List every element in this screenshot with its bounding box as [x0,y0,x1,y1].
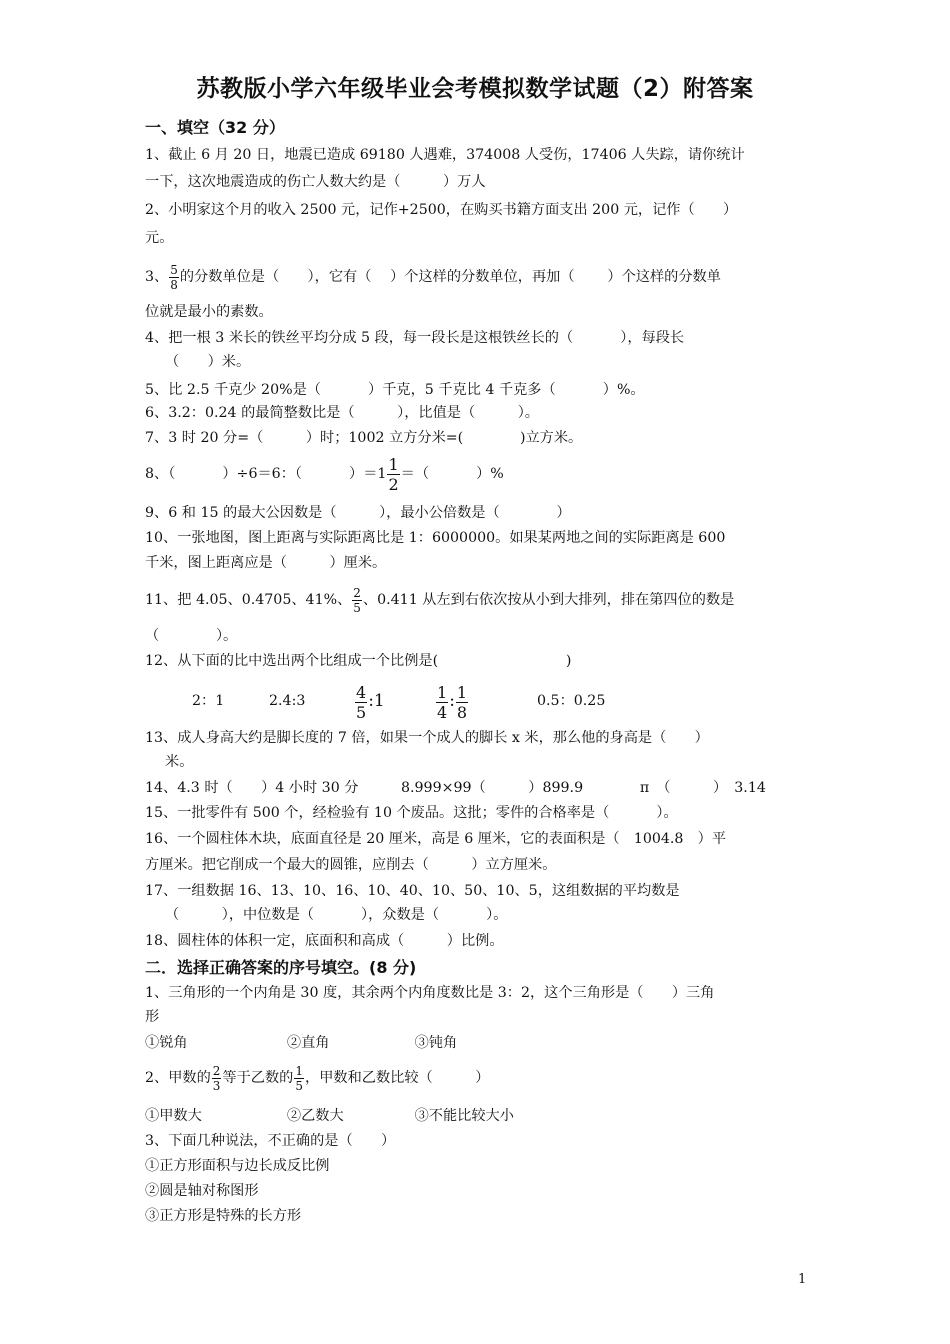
choice-3: 3、下面几种说法，不正确的是（ ） [145,1133,396,1149]
fraction-denominator: 5 [353,600,361,615]
choice-2-suffix: ，甲数和乙数比较（ ） [305,1070,490,1086]
question-12: 12、从下面的比中选出两个比组成一个比例是( ) [145,653,572,669]
question-15: 15、一批零件有 500 个，经检验有 10 个废品。这批；零件的合格率是（ ）。 [145,805,678,821]
question-13-line-2: 米。 [165,754,194,770]
fraction-1-4 [436,683,448,722]
section-heading-fill-blanks: 一、填空（32 分） [145,118,285,137]
ratio-option-1: 2：1 [192,693,225,709]
ratio-option-3-suffix: :1 [368,691,385,711]
question-5: 5、比 2.5 千克少 20%是（ ）千克，5 千克比 4 千克多（ ）%。 [145,382,645,398]
fraction-denominator: 2 [388,474,399,494]
question-8 [145,452,815,496]
question-3-text: 的分数单位是（ ），它有（ ）个这样的分数单位，再加（ ）个这样的分数单 [179,269,721,285]
choice-2 [145,1058,815,1098]
question-3-line-2: 位就是最小的素数。 [145,304,273,320]
choice-2-prefix: 2、甲数的 [145,1070,211,1086]
question-3-prefix: 3、 [145,269,169,285]
fraction-4-5 [355,683,367,722]
question-11-text: 、0.411 从左到右依次按从小到大排列，排在第四位的数是 [362,592,735,608]
question-9: 9、6 和 15 的最大公因数是（ ），最小公倍数是（ ） [145,505,571,521]
section-heading-multiple-choice: 二．选择正确答案的序号填空。(8 分) [145,958,417,977]
choice-1-line-2: 形 [145,1009,160,1025]
question-17-line-2: （ ），中位数是（ ），众数是（ ）。 [165,907,508,923]
question-1-line-1: 1、截止 6 月 20 日，地震已造成 69180 人遇难，374008 人受伤，17406 人失踪，请你统计 [145,147,745,163]
fraction-1-2 [387,455,399,494]
question-18: 18、圆柱体的体积一定，底面积和高成（ ）比例。 [145,933,504,949]
question-12-options [192,678,642,724]
fraction-2-3 [212,1064,222,1093]
fraction-numerator: 1 [437,682,448,702]
question-13-line-1: 13、成人身高大约是脚长度的 7 倍，如果一个成人的脚长 x 米，那么他的身高是（ ） [145,730,709,746]
fraction-numerator: 2 [353,585,361,600]
choice-3-option-1: ①正方形面积与边长成反比例 [145,1158,330,1174]
fraction-numerator: 2 [212,1063,221,1078]
choice-1-options: ①锐角 ②直角 ③钝角 [145,1035,458,1051]
question-4-line-1: 4、把一根 3 米长的铁丝平均分成 5 段，每一段长是这根铁丝长的（ ），每段长 [145,330,685,346]
question-2-line-1: 2、小明家这个月的收入 2500 元，记作+2500，在购买书籍方面支出 200 元，记作（ ） [145,202,738,218]
question-3-line-1 [145,262,815,292]
fraction-5-8 [169,263,179,292]
choice-2-middle: 等于乙数的 [222,1070,294,1086]
fraction-numerator: 1 [295,1063,304,1078]
question-11-line-2: （ ）。 [145,628,238,644]
question-16-line-2: 方厘米。把它削成一个最大的圆锥，应削去（ ）立方厘米。 [145,857,557,873]
question-11-prefix: 11、把 4.05、0.4705、41%、 [145,592,352,608]
fraction-numerator: 1 [388,454,399,474]
choice-2-options: ①甲数大 ②乙数大 ③不能比较大小 [145,1108,514,1124]
question-10-line-1: 10、一张地图，图上距离与实际距离比是 1：6000000。如果某两地之间的实际距离是 600 [145,530,726,546]
ratio-option-3 [354,678,385,725]
page-title: 苏教版小学六年级毕业会考模拟数学试题（2）附答案 [196,76,754,102]
question-11-line-1 [145,580,815,620]
question-10-line-2: 千米，图上距离应是（ ）厘米。 [145,555,387,571]
ratio-option-5: 0.5：0.25 [537,693,606,709]
question-16-line-1: 16、一个圆柱体木块，底面直径是 20 厘米，高是 6 厘米，它的表面积是（ 1004.8 ）平 [145,831,727,847]
question-7: 7、3 时 20 分=（ ）时；1002 立方分米=( )立方米。 [145,430,583,446]
fraction-numerator: 5 [170,262,178,277]
fraction-denominator: 8 [170,277,178,292]
question-1-line-2: 一下，这次地震造成的伤亡人数大约是（ ）万人 [145,174,486,190]
fraction-numerator: 4 [356,682,367,702]
choice-3-option-3: ③正方形是特殊的长方形 [145,1208,302,1224]
question-8-prefix: 8、（ ）÷6＝6：（ ）＝1 [145,466,387,482]
fraction-denominator: 8 [456,702,468,722]
question-17-line-1: 17、一组数据 16、13、10、16、10、40、10、50、10、5，这组数据的平均数是 [145,883,680,899]
fraction-numerator: 1 [456,682,468,702]
fraction-denominator: 3 [212,1078,221,1093]
page-number: 1 [798,1272,807,1287]
question-6: 6、3.2：0.24 的最简整数比是（ ），比值是（ ）。 [145,405,539,421]
ratio-option-2: 2.4:3 [269,693,306,709]
fraction-2-5 [352,586,362,615]
fraction-denominator: 4 [437,702,448,722]
fraction-denominator: 5 [356,702,367,722]
question-14: 14、4.3 时（ ）4 小时 30 分 8.999×99（ ）899.9 π （ ） 3.14 [145,780,766,796]
question-2-line-2: 元。 [145,230,174,246]
question-8-suffix: ＝（ ）% [400,466,504,482]
fraction-1-5 [294,1064,304,1093]
question-4-line-2: （ ）米。 [165,354,251,370]
ratio-option-4: $\frac{1}{4}$ : $\frac{1}{8}$ [437,682,468,722]
choice-1-line-1: 1、三角形的一个内角是 30 度，其余两个内角度数比是 3：2，这个三角形是（ ）三角 [145,985,715,1001]
fraction-denominator: 5 [295,1078,304,1093]
fraction-1-8 [456,683,468,722]
choice-3-option-2: ②圆是轴对称图形 [145,1183,259,1199]
